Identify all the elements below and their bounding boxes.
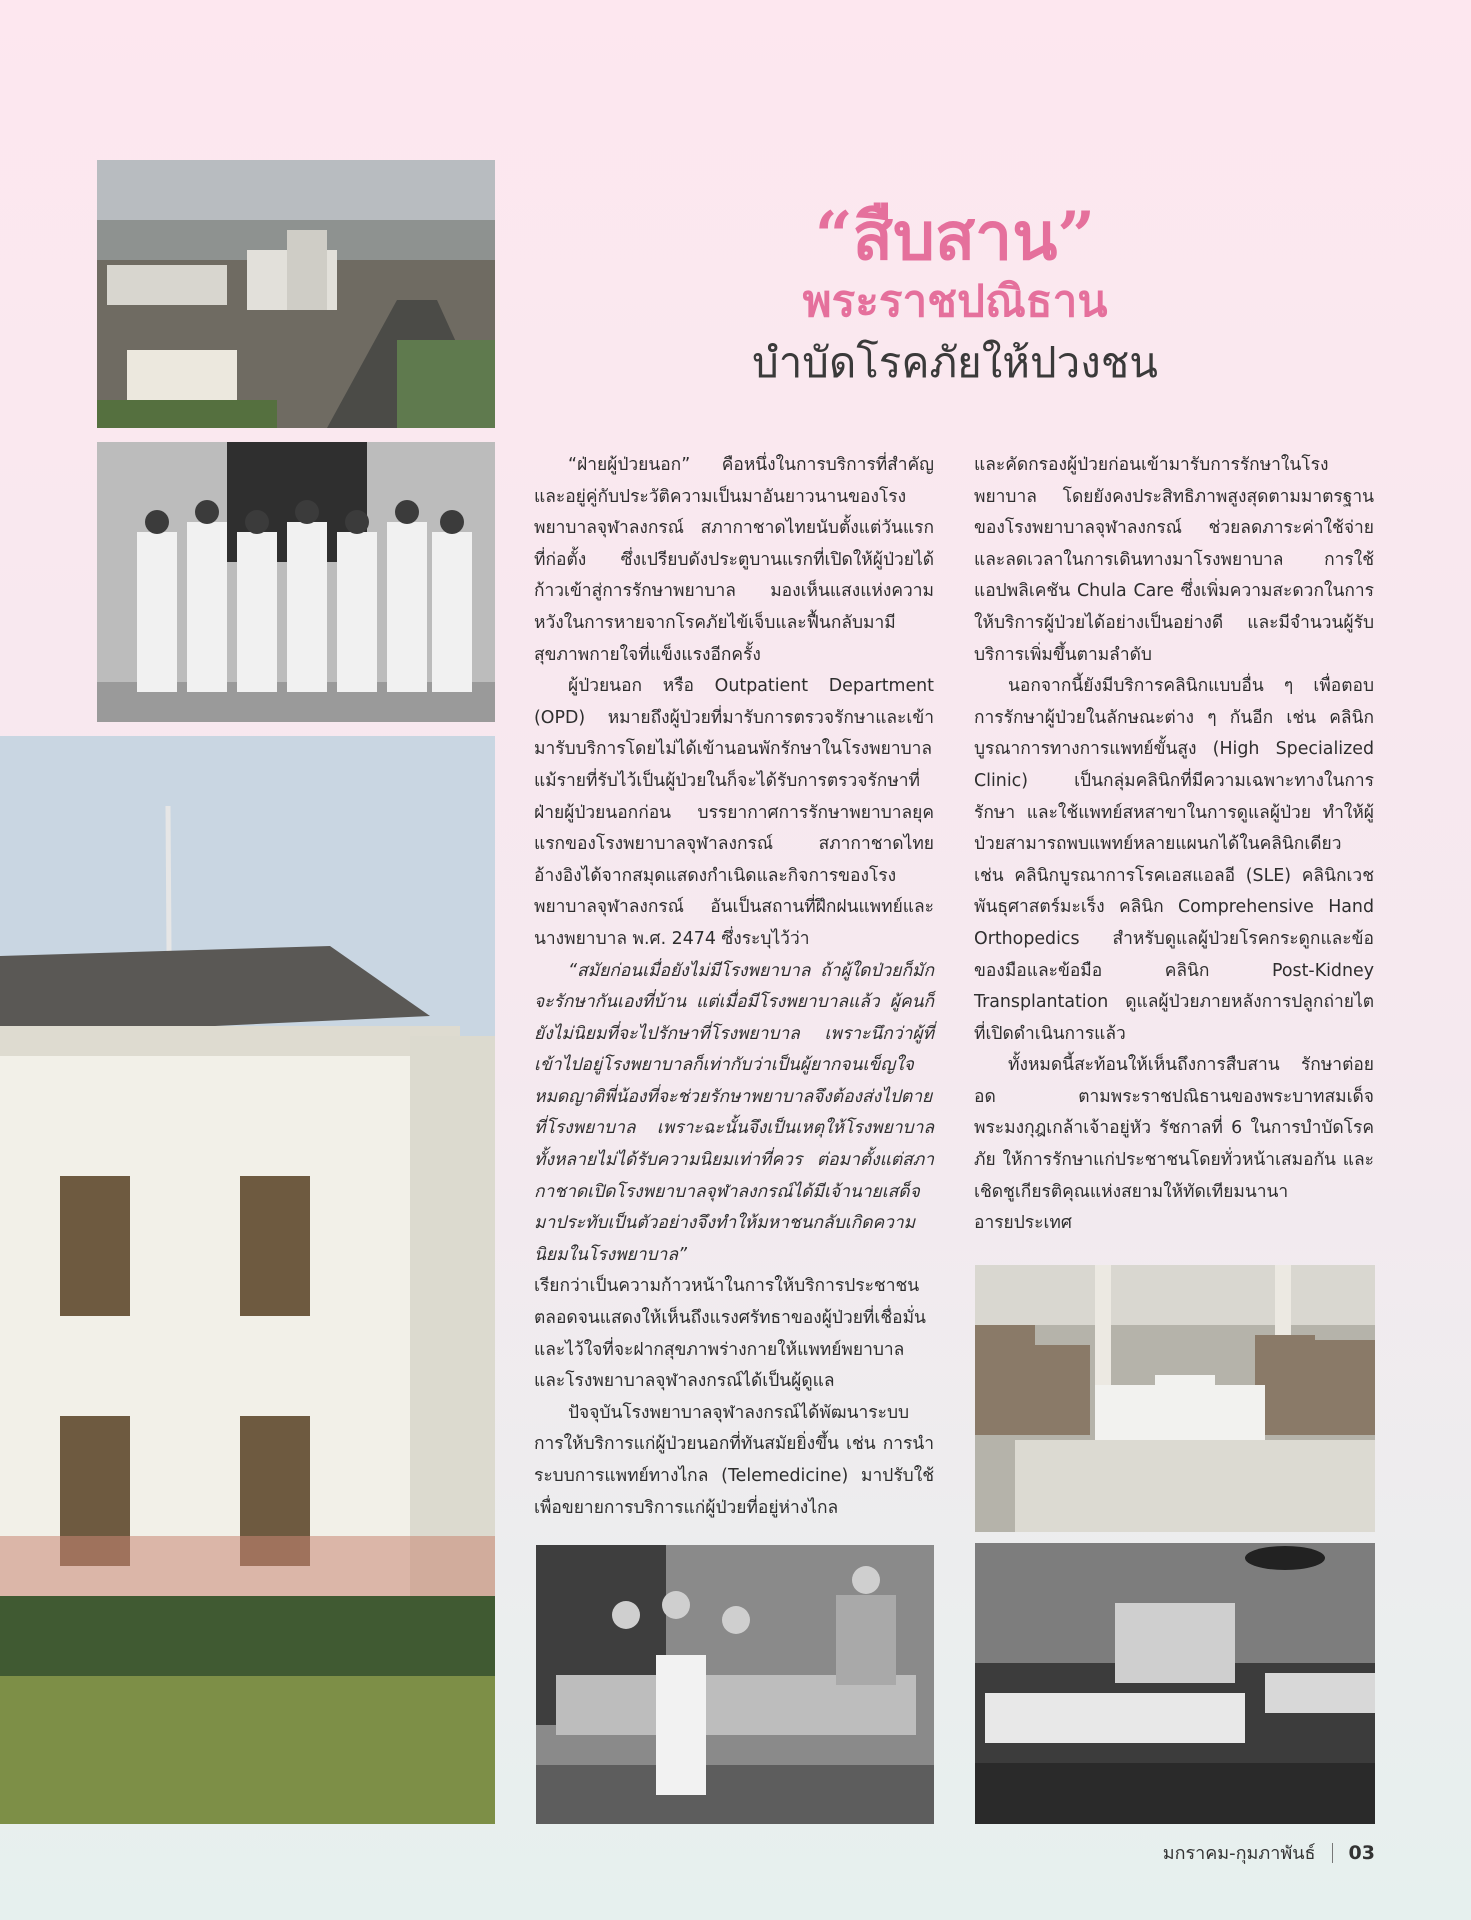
paragraph: เรียกว่าเป็นความก้าวหน้าในการให้บริการประชาชนตลอดจนแสดงให้เห็นถึงแรงศรัทธาของผู้ป่วยที่เชื่อมั่นและไว้ใจที่จะฝากสุขภาพร่างกายให้แพทย์พยาบาล และโรงพยาบาลจุฬาลงกรณ์ได้เป็นผู้ดูแล (534, 1276, 926, 1392)
article-title (660, 198, 1250, 396)
issue-months: มกราคม-กุมภาพันธ์ (1162, 1843, 1316, 1864)
paragraph: “ฝ่ายผู้ป่วยนอก” คือหนึ่งในการบริการที่สำคัญและอยู่คู่กับประวัติความเป็นมาอันยาวนานของโรงพยาบาลจุฬาลงกรณ์ สภากาชาดไทยนับตั้งแต่วันแรกที่ก่อตั้ง ซึ่งเปรียบดังประตูบานแรกที่เปิดให้ผู้ป่วยได้ก้าวเข้าสู่การรักษาพยาบาล มองเห็นแสงแห่งความหวังในการหายจากโรคภัยไข้เจ็บและฟื้นกลับมามีสุขภาพกายใจที่แข็งแรงอีกครั้ง (534, 455, 934, 665)
title-line-3: บำบัดโรคภัยให้ปวงชน (752, 338, 1158, 387)
article-column-left (534, 450, 934, 1524)
title-line-1: “สืบสาน” (814, 197, 1096, 275)
page-footer (1163, 1838, 1375, 1867)
paragraph: และคัดกรองผู้ป่วยก่อนเข้ามารับการรักษาในโรงพยาบาล โดยยังคงประสิทธิภาพสูงสุดตามมาตรฐานของโรงพยาบาลจุฬาลงกรณ์ ช่วยลดภาระค่าใช้จ่ายและลดเวลาในการเดินทางมาโรงพยาบาล การใช้แอปพลิเคชัน Chula Care ซึ่งเพิ่มความสะดวกในการให้บริการผู้ป่วยได้อย่างเป็นอย่างดี และมีจำนวนผู้รับบริการเพิ่มขึ้นตามลำดับ (974, 455, 1374, 665)
photo-nurses-group (97, 442, 495, 722)
paragraph: ผู้ป่วยนอก หรือ Outpatient Department (OPD) หมายถึงผู้ป่วยที่มารับการตรวจรักษาและเข้ามารับบริการโดยไม่ได้เข้านอนพักรักษาในโรงพยาบาล แม้รายที่รับไว้เป็นผู้ป่วยในก็จะได้รับการตรวจรักษาที่ฝ่ายผู้ป่วยนอกก่อน บรรยากาศการรักษาพยาบาลยุคแรกของโรงพยาบาลจุฬาลงกรณ์ สภากาชาดไทยอ้างอิงได้จากสมุดแสดงกำเนิดและกิจการของโรงพยาบาลจุฬาลงกรณ์ อันเป็นสถานที่ฝึกฝนแพทย์และนางพยาบาล พ.ศ. 2474 ซึ่งระบุไว้ว่า (534, 676, 934, 949)
photo-nurses-patients-balcony (975, 1265, 1375, 1532)
paragraph: ปัจจุบันโรงพยาบาลจุฬาลงกรณ์ได้พัฒนาระบบการให้บริการแก่ผู้ป่วยนอกที่ทันสมัยยิ่งขึ้น เช่น การนำระบบการแพทย์ทางไกล (Telemedicine) มาปรับใช้เพื่อขยายการบริการแก่ผู้ป่วยที่อยู่ห่างไกล (534, 1402, 934, 1518)
quote-paragraph: “สมัยก่อนเมื่อยังไม่มีโรงพยาบาล ถ้าผู้ใดป่วยก็มักจะรักษากันเองที่บ้าน แต่เมื่อมีโรงพยาบาลแล้ว ผู้คนก็ยังไม่นิยมที่จะไปรักษาที่โรงพยาบาล เพราะนึกว่าผู้ที่เข้าไปอยู่โรงพยาบาลก็เท่ากับว่าเป็นผู้ยากจนเข็ญใจ หมดญาติพี่น้องที่จะช่วยรักษาพยาบาลจึงต้องส่งไปตายที่โรงพยาบาล เพราะฉะนั้นจึงเป็นเหตุให้โรงพยาบาลทั้งหลายไม่ได้รับความนิยมเท่าที่ควร ต่อมาตั้งแต่สภากาชาดเปิดโรงพยาบาลจุฬาลงกรณ์ได้มีเจ้านายเสด็จมาประทับเป็นตัวอย่างจึงทำให้มหาชนกลับเกิดความนิยมในโรงพยาบาล” (534, 960, 934, 1265)
photo-nurse-with-soldiers (536, 1545, 934, 1824)
photo-hospital-ward-interior (975, 1543, 1375, 1824)
footer-divider (1332, 1843, 1333, 1863)
paragraph: นอกจากนี้ยังมีบริการคลินิกแบบอื่น ๆ เพื่อตอบการรักษาผู้ป่วยในลักษณะต่าง ๆ กันอีก เช่น คลินิกบูรณาการทางการแพทย์ขั้นสูง (High Specialized Clinic) เป็นกลุ่มคลินิกที่มีความเฉพาะทางในการรักษา และใช้แพทย์สหสาขาในการดูแลผู้ป่วย ทำให้ผู้ป่วยสามารถพบแพทย์หลายแผนกได้ในคลินิกเดียว เช่น คลินิกบูรณาการโรคเอสแอลอี (SLE) คลินิกเวชพันธุศาสตร์มะเร็ง คลินิก Comprehensive Hand Orthopedics สำหรับดูแลผู้ป่วยโรคกระดูกและข้อของมือและข้อมือ คลินิก Post-Kidney Transplantation ดูแลผู้ป่วยภายหลังการปลูกถ่ายไตที่เปิดดำเนินการแล้ว (974, 676, 1374, 1044)
photo-hospital-building (0, 736, 495, 1824)
title-line-2: พระราชปณิธาน (802, 276, 1108, 327)
article-column-right (974, 450, 1374, 1240)
photo-city-aerial (97, 160, 495, 428)
paragraph: ทั้งหมดนี้สะท้อนให้เห็นถึงการสืบสาน รักษาต่อยอด ตามพระราชปณิธานของพระบาทสมเด็จพระมงกุฎเกล้าเจ้าอยู่หัว รัชกาลที่ 6 ในการบำบัดโรคภัย ให้การรักษาแก่ประชาชนโดยทั่วหน้าเสมอกัน และเชิดชูเกียรติคุณแห่งสยามให้ทัดเทียมนานาอารยประเทศ (974, 1055, 1374, 1234)
page-number: 03 (1348, 1841, 1375, 1864)
